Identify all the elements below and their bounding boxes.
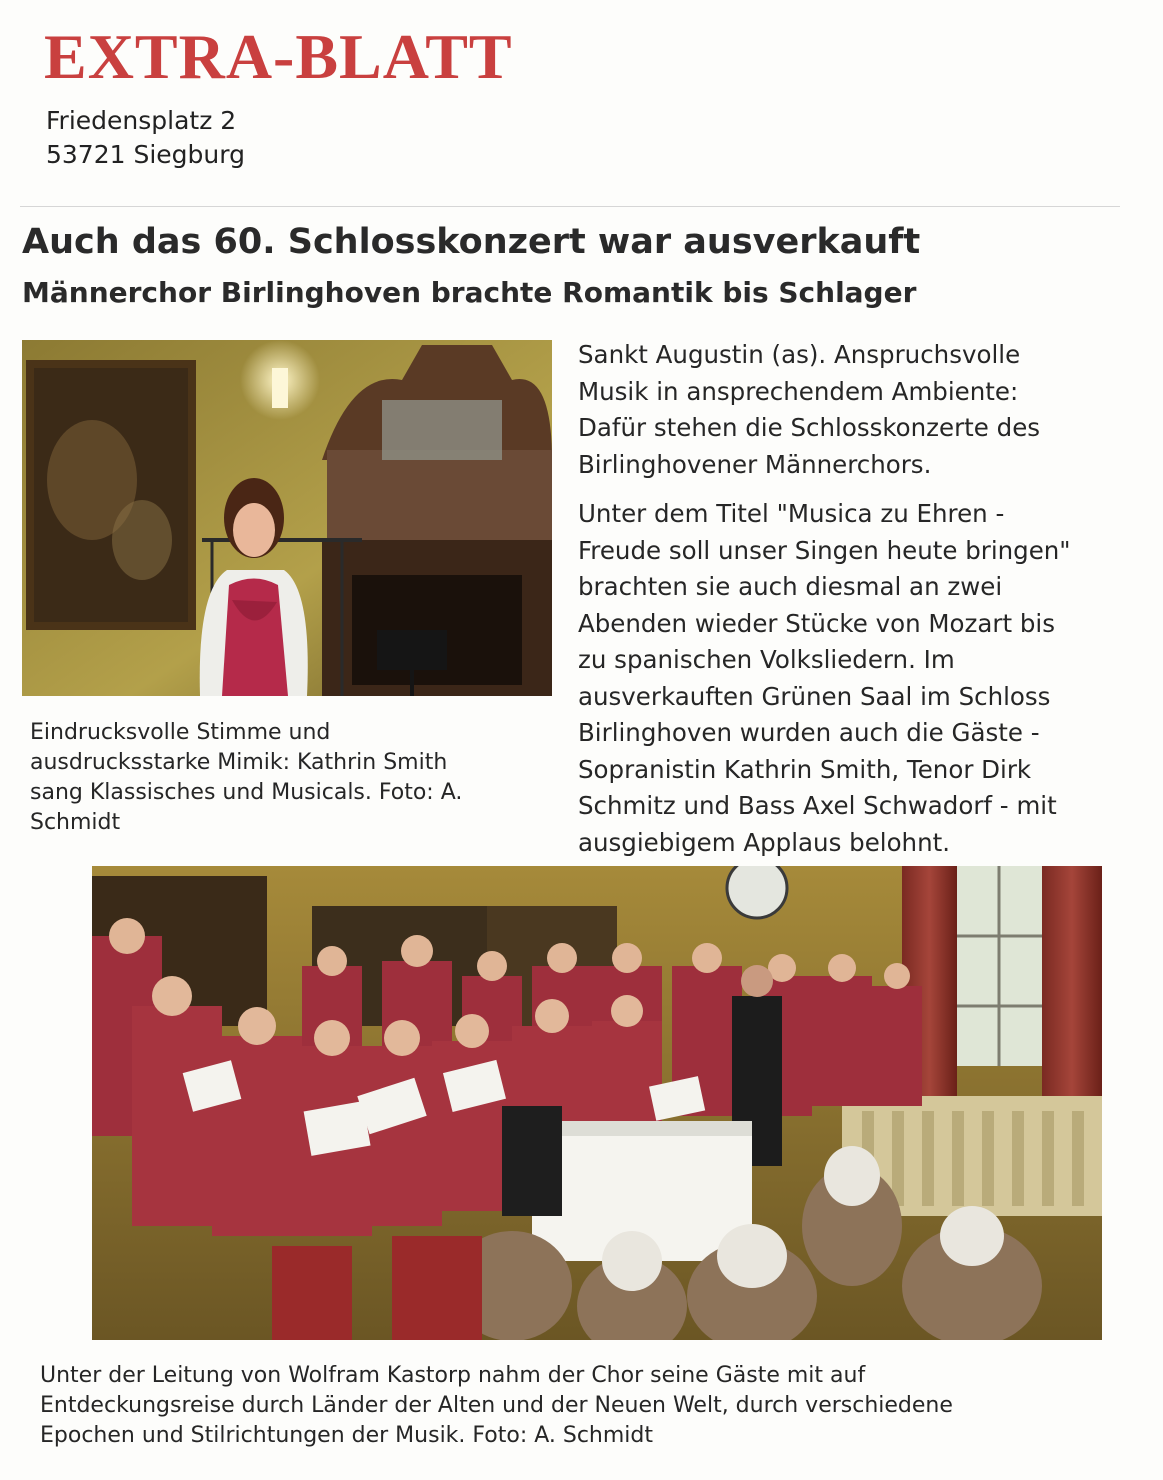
photo-choir-performance bbox=[92, 866, 1102, 1340]
body-line: Schmitz und Bass Axel Schwadorf - mit bbox=[578, 791, 1057, 820]
caption-line: Unter der Leitung von Wolfram Kastorp nahm der Chor seine Gäste mit auf bbox=[40, 1363, 866, 1388]
photo1-caption bbox=[30, 718, 560, 838]
body-line: Sankt Augustin (as). Anspruchsvolle bbox=[578, 340, 1021, 369]
caption-line: Schmidt bbox=[30, 810, 121, 835]
body-line: Dafür stehen die Schlosskonzerte des bbox=[578, 413, 1041, 442]
caption-line: Entdeckungsreise durch Länder der Alten und der Neuen Welt, durch verschiedene bbox=[40, 1393, 953, 1418]
photo-soprano-singer bbox=[22, 340, 552, 696]
caption-line: sang Klassisches und Musicals. Foto: A. bbox=[30, 780, 463, 805]
address-street: Friedensplatz 2 bbox=[46, 106, 237, 135]
body-line: Musik in ansprechendem Ambiente: bbox=[578, 376, 1019, 406]
photo2-caption bbox=[40, 1361, 1140, 1451]
header-divider bbox=[20, 206, 1120, 207]
body-line: zu spanischen Volksliedern. Im bbox=[578, 645, 955, 674]
body-line: ausverkauften Grünen Saal im Schloss bbox=[578, 681, 1051, 711]
article-body bbox=[578, 337, 1138, 861]
body-line: Freude soll unser Singen heute bringen" bbox=[578, 535, 1071, 565]
address-city: 53721 Siegburg bbox=[46, 140, 245, 169]
masthead-title: EXTRA-BLATT bbox=[44, 21, 513, 92]
body-line: Sopranistin Kathrin Smith, Tenor Dirk bbox=[578, 754, 1032, 784]
caption-line: Eindrucksvolle Stimme und bbox=[30, 720, 331, 745]
caption-line: ausdrucksstarke Mimik: Kathrin Smith bbox=[30, 750, 448, 775]
body-line: Birlinghovener Männerchors. bbox=[578, 449, 932, 479]
caption-line: Epochen und Stilrichtungen der Musik. Foto: A. Schmidt bbox=[40, 1423, 654, 1448]
address-block bbox=[46, 104, 245, 172]
article-subheadline: Männerchor Birlinghoven brachte Romantik bis Schlager bbox=[22, 276, 917, 309]
body-line: Abenden wieder Stücke von Mozart bis bbox=[578, 608, 1055, 638]
body-line: Unter dem Titel "Musica zu Ehren - bbox=[578, 499, 1005, 528]
body-line: brachten sie auch diesmal an zwei bbox=[578, 572, 1003, 601]
body-line: ausgiebigem Applaus belohnt. bbox=[578, 827, 951, 857]
article-headline: Auch das 60. Schlosskonzert war ausverkauft bbox=[22, 222, 921, 262]
body-line: Birlinghoven wurden auch die Gäste - bbox=[578, 718, 1040, 747]
